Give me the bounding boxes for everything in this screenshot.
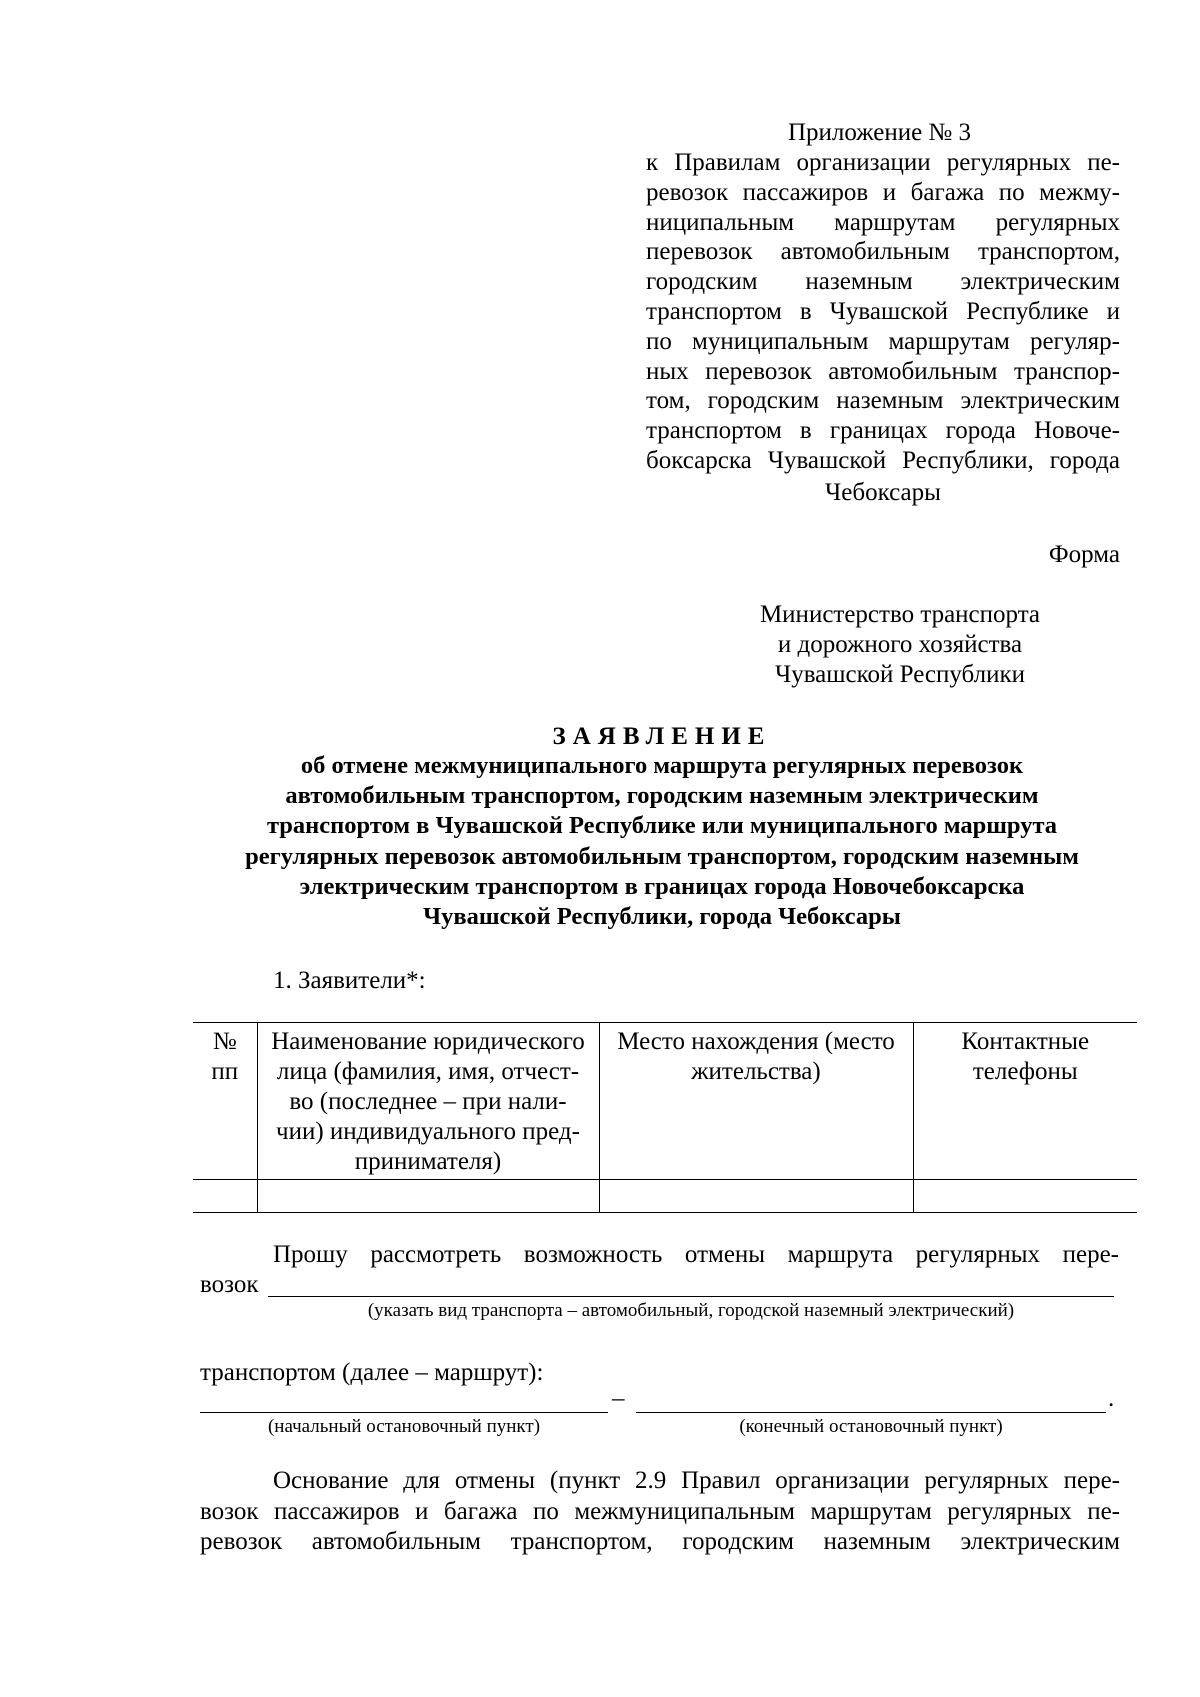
appendix-line: городским наземным электрическим <box>646 268 1120 296</box>
appendix-line: ниципальным маршрутам регулярных <box>646 208 1120 236</box>
header-line: Наименование юридического <box>271 1028 585 1055</box>
applicants-table-wrap <box>193 1022 1137 1213</box>
end-stop-hint: (конечный остановочный пункт) <box>739 1416 1003 1437</box>
appendix-line: транспортом в Чувашской Республике и <box>646 297 1120 325</box>
document-title: ЗАЯВЛЕНИЕ <box>552 723 772 750</box>
subtitle-line: Чувашской Республики, города Чебоксары <box>423 903 901 931</box>
col-header-number <box>193 1023 257 1180</box>
transport-line: транспортом (далее – маршрут): <box>200 1359 544 1386</box>
appendix-line: к Правилам организации регулярных пе- <box>646 149 1120 176</box>
end-stop-field[interactable] <box>636 1412 1106 1413</box>
route-dash: – <box>612 1385 625 1412</box>
header-line: лица (фамилия, имя, отчест- <box>276 1058 580 1085</box>
addressee-line: и дорожного хозяйства <box>777 631 1023 658</box>
form-label: Форма <box>1048 541 1120 568</box>
request-line-1: Прошу рассмотреть возможность отмены маршрута регулярных пере- <box>273 1241 1119 1268</box>
basis-line: ревозок автомобильным транспортом, городским наземным электрическим <box>200 1528 1120 1555</box>
request-line-2-prefix: возок <box>200 1271 259 1298</box>
appendix-line: транспортом в границах города Новоче- <box>646 417 1120 445</box>
transport-type-field[interactable] <box>268 1296 1114 1297</box>
route-period: . <box>1108 1385 1115 1412</box>
header-line: чии) индивидуального пред- <box>276 1118 580 1145</box>
basis-paragraph <box>200 1466 1120 1558</box>
applicants-table <box>193 1022 1137 1213</box>
table-header-row <box>193 1023 1137 1180</box>
document-subtitle <box>160 751 1164 932</box>
appendix-line: ревозок пассажиров и багажа по межму- <box>646 178 1120 206</box>
cell-number[interactable] <box>193 1180 257 1213</box>
col-header-phones <box>913 1023 1137 1180</box>
appendix-body <box>646 148 1120 476</box>
header-line: принимателя) <box>354 1148 502 1175</box>
appendix-line: том, городским наземным электрическим <box>646 387 1120 415</box>
subtitle-line: регулярных перевозок автомобильным транспортом, городским наземным <box>245 842 1079 870</box>
applicants-label: 1. Заявители*: <box>273 967 426 994</box>
start-stop-hint: (начальный остановочный пункт) <box>267 1416 541 1437</box>
appendix-last-line: Чебоксары <box>825 479 941 506</box>
header-line: № <box>212 1028 237 1055</box>
cell-phones[interactable] <box>913 1180 1137 1213</box>
header-line: Контактные <box>961 1028 1090 1055</box>
subtitle-line: об отмене межмуниципального маршрута регулярных перевозок <box>300 752 1024 779</box>
subtitle-line: автомобильным транспортом, городским наземным электрическим <box>285 782 1039 810</box>
header-line: телефоны <box>972 1058 1078 1085</box>
basis-line: возок пассажиров и багажа по межмуниципальным маршрутам регулярных пе- <box>200 1497 1120 1525</box>
header-line: пп <box>211 1058 239 1085</box>
start-stop-field[interactable] <box>200 1412 608 1413</box>
transport-type-hint: (указать вид транспорта – автомобильный, городской наземный электрический) <box>367 1300 1015 1321</box>
header-line: Место нахождения (место <box>617 1028 895 1055</box>
header-line: во (последнее – при нали- <box>289 1088 567 1115</box>
col-header-name <box>257 1023 599 1180</box>
addressee-line: Министерство транспорта <box>759 601 1041 628</box>
addressee <box>740 600 1060 690</box>
basis-line: Основание для отмены (пункт 2.9 Правил организации регулярных пере- <box>273 1467 1120 1494</box>
subtitle-line: транспортом в Чувашской Республике или муниципального маршрута <box>266 812 1058 840</box>
cell-location[interactable] <box>599 1180 913 1213</box>
header-line: жительства) <box>691 1058 821 1085</box>
addressee-line: Чувашской Республики <box>774 661 1026 688</box>
appendix-title: Приложение № 3 <box>788 119 972 146</box>
appendix-line: перевозок автомобильным транспортом, <box>646 238 1120 266</box>
appendix-line: боксарска Чувашской Республики, города <box>646 446 1120 474</box>
subtitle-line: электрическим транспортом в границах города Новочебоксарска <box>299 872 1025 900</box>
table-row <box>193 1180 1137 1213</box>
col-header-location <box>599 1023 913 1180</box>
cell-name[interactable] <box>257 1180 599 1213</box>
appendix-line: ных перевозок автомобильным транспор- <box>646 357 1120 385</box>
appendix-line: по муниципальным маршрутам регуляр- <box>646 327 1120 355</box>
